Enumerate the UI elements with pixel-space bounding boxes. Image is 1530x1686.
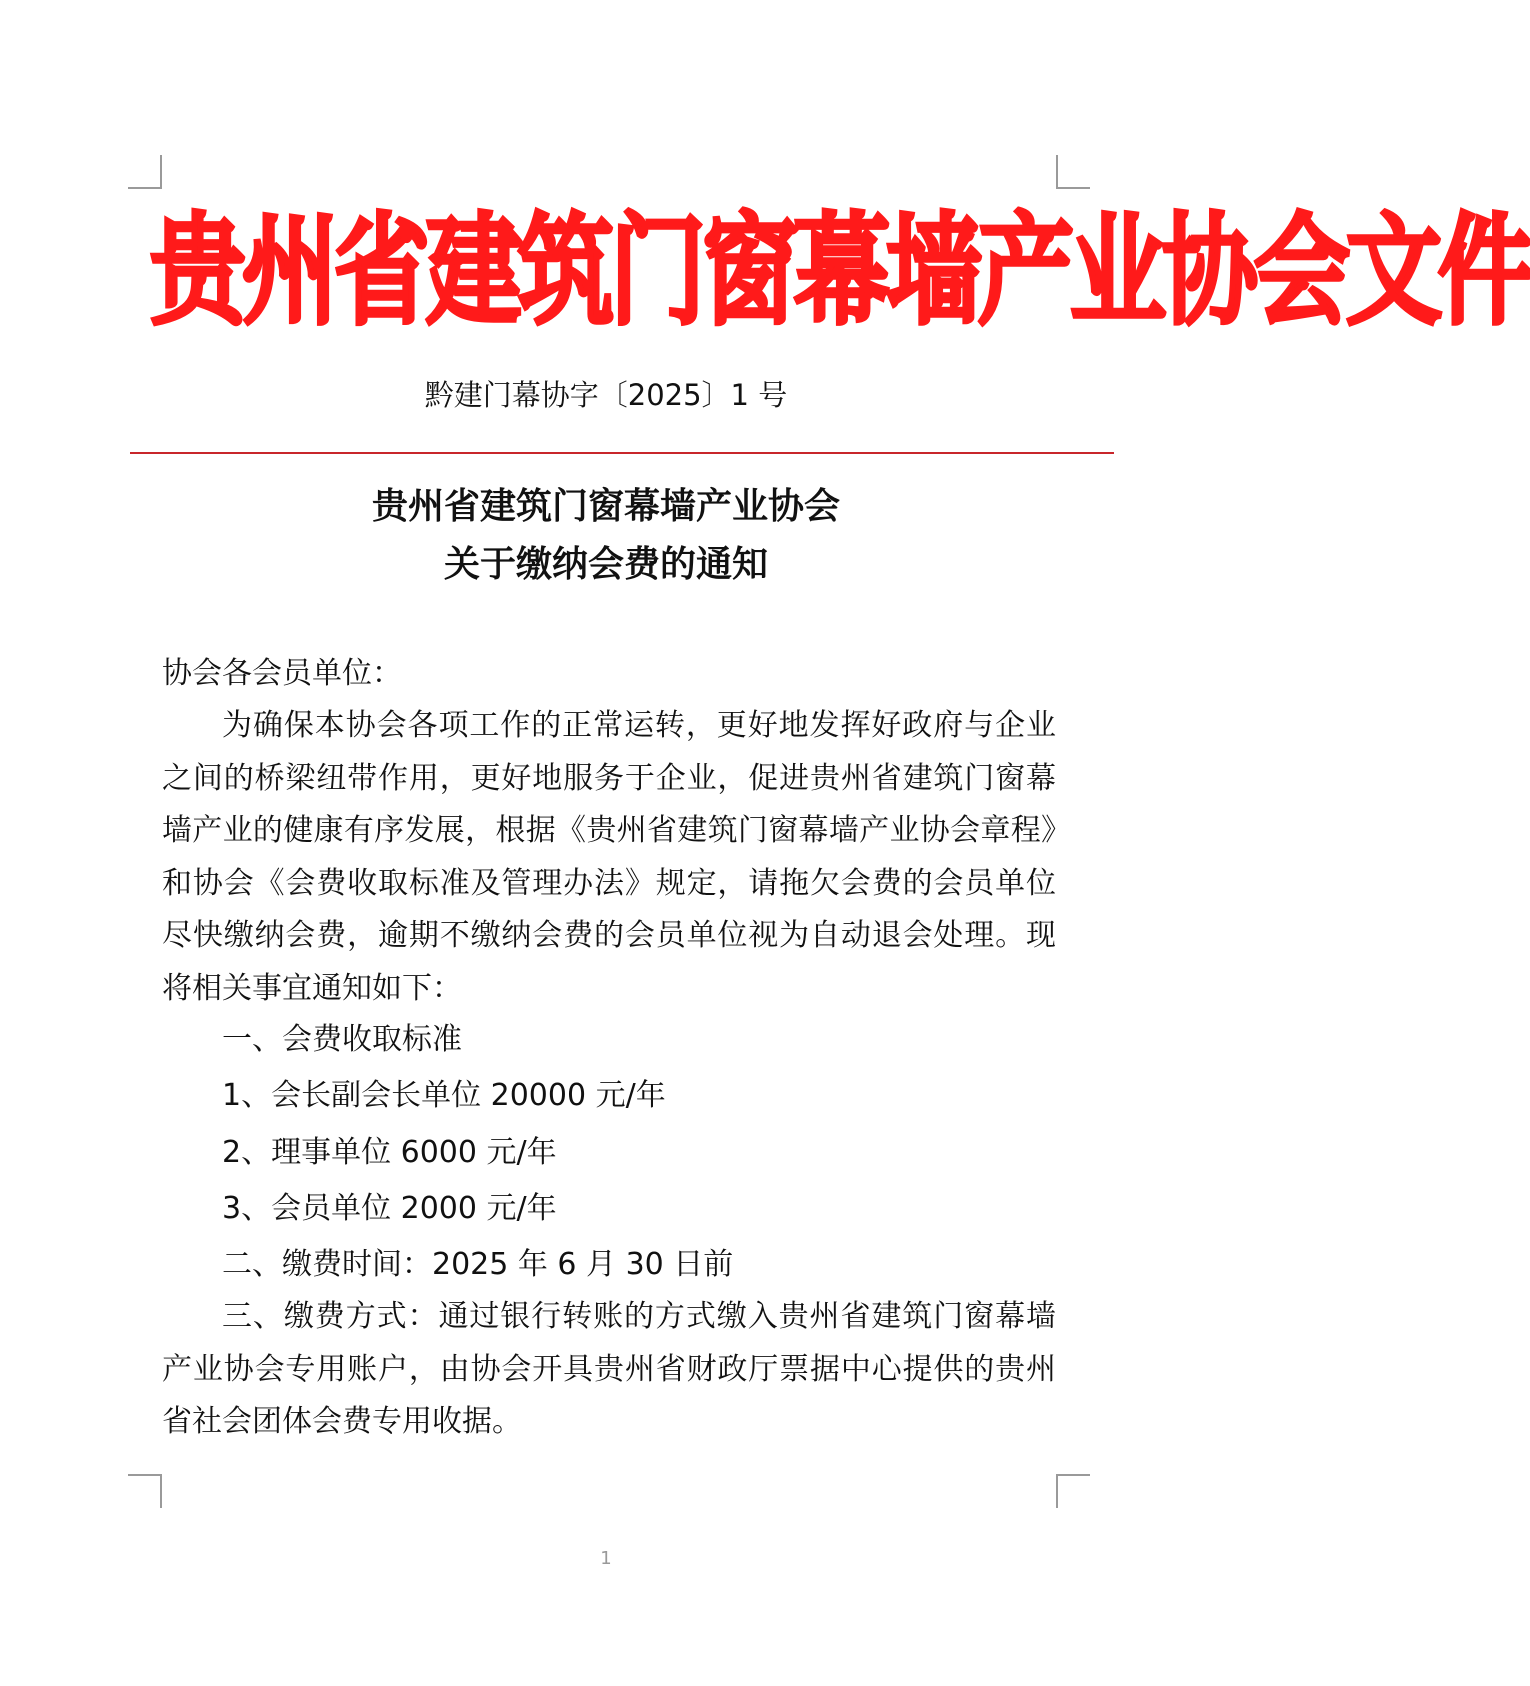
notice-title-line-1: 贵州省建筑门窗幕墙产业协会 (371, 485, 840, 527)
salutation: 协会各会员单位： (162, 656, 402, 691)
fee-item: 2、理事单位 6000 元/年 (222, 1135, 557, 1170)
payment-method-paragraph: 三、缴费方式：通过银行转账的方式缴入贵州省建筑门窗幕墙产业协会专用账户，由协会开具贵州省财政厅票据中心提供的贵州省社会团体会费专用收据。 (162, 1299, 1056, 1439)
fee-item: 3、会员单位 2000 元/年 (222, 1191, 557, 1226)
intro-paragraph: 为确保本协会各项工作的正常运转，更好地发挥好政府与企业之间的桥梁纽带作用，更好地服务于企业，促进贵州省建筑门窗幕墙产业的健康有序发展，根据《贵州省建筑门窗幕墙产业协会章程》和协会《会费收取标准及管理办法》规定，请拖欠会费的会员单位尽快缴纳会费，逾期不缴纳会费的会员单位视为自动退会处理。现将相关事宜通知如下： (162, 708, 1056, 1006)
notice-title-line-2: 关于缴纳会费的通知 (443, 543, 768, 585)
red-divider-line (130, 452, 1114, 454)
crop-mark-bottom-right (1056, 1474, 1090, 1508)
organization-banner: 贵州省建筑门窗幕墙产业协会文件 (150, 201, 1530, 341)
section-heading-fee-standard: 一、会费收取标准 (222, 1022, 462, 1057)
page-number: 1 (600, 1548, 612, 1569)
crop-mark-bottom-left (128, 1474, 162, 1508)
payment-deadline: 二、缴费时间：2025 年 6 月 30 日前 (222, 1247, 734, 1282)
fee-item: 1、会长副会长单位 20000 元/年 (222, 1078, 666, 1113)
document-number: 黔建门幕协字〔2025〕1 号 (424, 378, 788, 412)
